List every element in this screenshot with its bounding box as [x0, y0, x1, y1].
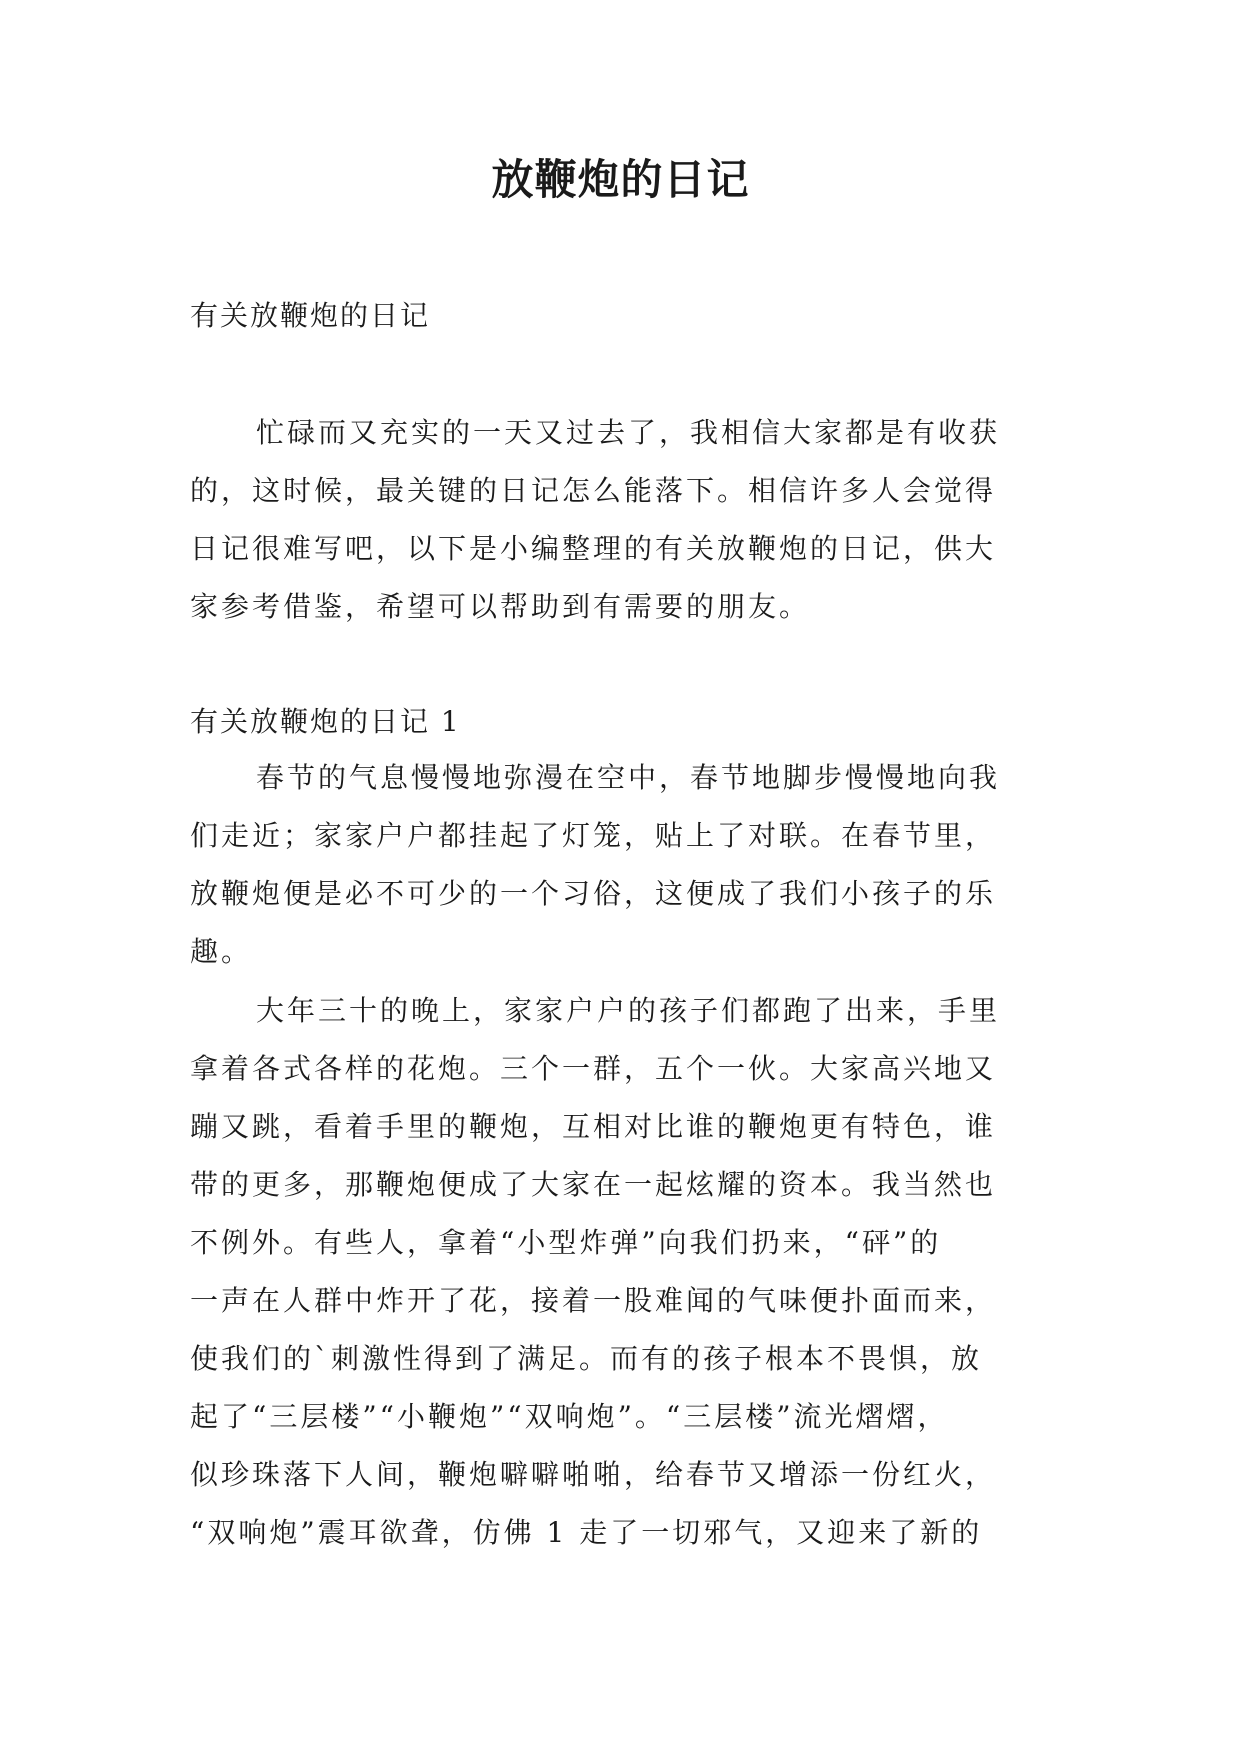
document-title: 放鞭炮的日记: [491, 155, 750, 204]
paragraph-line: 不例外。有些人，拿着“小型炸弹”向我们扔来，“砰”的: [190, 1226, 942, 1259]
paragraph-line: 趣。: [190, 935, 253, 968]
paragraph-2: [190, 982, 1050, 1562]
paragraph-1: [190, 749, 1050, 981]
paragraph-line: 大年三十的晚上，家家户户的孩子们都跑了出来，手里: [256, 994, 1001, 1027]
section-heading-1: 有关放鞭炮的日记 1: [190, 705, 461, 738]
intro-line: 家参考借鉴，希望可以帮助到有需要的朋友。: [190, 590, 811, 623]
paragraph-line: 春节的气息慢慢地弥漫在空中，春节地脚步慢慢地向我: [256, 761, 1001, 794]
paragraph-line: 起了“三层楼”“小鞭炮”“双响炮”。“三层楼”流光熠熠，: [190, 1400, 949, 1433]
intro-line: 忙碌而又充实的一天又过去了，我相信大家都是有收获: [256, 416, 1001, 449]
paragraph-line: 一声在人群中炸开了花，接着一股难闻的气味便扑面而来，: [190, 1284, 997, 1317]
paragraph-line: 放鞭炮便是必不可少的一个习俗，这便成了我们小孩子的乐: [190, 877, 997, 910]
intro-line: 的，这时候，最关键的日记怎么能落下。相信许多人会觉得: [190, 474, 997, 507]
intro-paragraph: [190, 404, 1050, 636]
paragraph-line: 蹦又跳，看着手里的鞭炮，互相对比谁的鞭炮更有特色，谁: [190, 1110, 997, 1143]
paragraph-line: 们走近；家家户户都挂起了灯笼，贴上了对联。在春节里，: [190, 819, 997, 852]
document-subtitle: 有关放鞭炮的日记: [190, 299, 431, 332]
paragraph-line: 拿着各式各样的花炮。三个一群，五个一伙。大家高兴地又: [190, 1052, 997, 1085]
paragraph-line: “双响炮”震耳欲聋，仿佛 1 走了一切邪气，又迎来了新的: [190, 1516, 983, 1549]
intro-line: 日记很难写吧，以下是小编整理的有关放鞭炮的日记，供大: [190, 532, 997, 565]
paragraph-line: 似珍珠落下人间，鞭炮噼噼啪啪，给春节又增添一份红火，: [190, 1458, 997, 1491]
paragraph-line: 带的更多，那鞭炮便成了大家在一起炫耀的资本。我当然也: [190, 1168, 997, 1201]
paragraph-line: 使我们的`刺激性得到了满足。而有的孩子根本不畏惧，放: [190, 1342, 983, 1375]
